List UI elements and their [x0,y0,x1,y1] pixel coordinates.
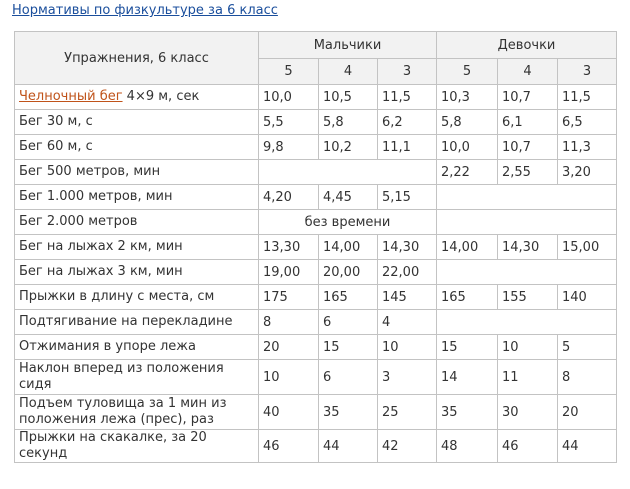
table-cell: 4,45 [319,185,378,210]
table-row [15,360,617,395]
table-cell: 20,00 [319,260,378,285]
table-row [15,335,617,360]
table-cell: 5,5 [259,110,319,135]
table-cell-empty [437,210,617,235]
exercise-label-text: 4×9 м, сек [122,89,200,104]
exercise-label: Подъем туловища за 1 мин из положения лежа (прес), раз [15,395,259,430]
table-row [15,110,617,135]
exercise-label [15,85,259,110]
table-cell-empty [437,310,617,335]
table-cell: 14,00 [319,235,378,260]
table-cell: 11,3 [558,135,617,160]
table-cell: 155 [498,285,558,310]
table-row [15,395,617,430]
table-cell: 10,3 [437,85,498,110]
table-cell: 4,20 [259,185,319,210]
page-title-link[interactable]: Нормативы по физкультуре за 6 класс [12,3,278,18]
table-cell: 5,15 [378,185,437,210]
norms-table [14,31,617,463]
table-cell: 11 [498,360,558,395]
table-cell: 140 [558,285,617,310]
table-cell: 3,20 [558,160,617,185]
table-cell: 2,22 [437,160,498,185]
header-row-groups [15,32,617,59]
table-row [15,210,617,235]
table-cell: 15 [437,335,498,360]
table-cell: 25 [378,395,437,430]
exercise-label: Подтягивание на перекладине [15,310,259,335]
table-row [15,235,617,260]
table-cell: 14,30 [378,235,437,260]
table-cell: 4 [378,310,437,335]
exercise-label: Бег 2.000 метров [15,210,259,235]
table-cell: 46 [498,430,558,463]
table-cell: 40 [259,395,319,430]
table-cell: 14 [437,360,498,395]
table-cell: 5 [558,335,617,360]
table-cell: 48 [437,430,498,463]
grade-header: 3 [558,59,617,85]
table-cell: 3 [378,360,437,395]
table-cell: 11,1 [378,135,437,160]
table-cell: 44 [558,430,617,463]
table-cell: 35 [319,395,378,430]
table-cell: 6,1 [498,110,558,135]
table-cell: 10 [259,360,319,395]
table-cell: 165 [437,285,498,310]
exercise-label: Бег 500 метров, мин [15,160,259,185]
table-cell: 10 [498,335,558,360]
table-cell: 8 [259,310,319,335]
table-cell: 20 [259,335,319,360]
table-cell: 10,0 [259,85,319,110]
exercise-label: Прыжки на скакалке, за 20 секунд [15,430,259,463]
table-cell: 165 [319,285,378,310]
table-cell: 6 [319,360,378,395]
table-cell: 14,30 [498,235,558,260]
exercise-label: Бег на лыжах 2 км, мин [15,235,259,260]
exercise-label: Наклон вперед из положения сидя [15,360,259,395]
exercise-label: Отжимания в упоре лежа [15,335,259,360]
table-cell-empty [437,185,617,210]
table-cell: 10,0 [437,135,498,160]
table-cell: 44 [319,430,378,463]
table-cell: 6,2 [378,110,437,135]
exercise-label: Бег на лыжах 3 км, мин [15,260,259,285]
table-cell-empty [259,160,437,185]
table-row [15,310,617,335]
table-row [15,160,617,185]
table-cell: 19,00 [259,260,319,285]
table-cell: 15 [319,335,378,360]
table-cell: 145 [378,285,437,310]
table-cell: 2,55 [498,160,558,185]
table-cell: 13,30 [259,235,319,260]
table-cell: 10,7 [498,85,558,110]
table-cell: 6,5 [558,110,617,135]
table-row [15,185,617,210]
table-cell: 22,00 [378,260,437,285]
table-cell: 175 [259,285,319,310]
table-cell: 10,5 [319,85,378,110]
table-cell-empty [437,260,617,285]
table-cell: 6 [319,310,378,335]
table-cell: 10,2 [319,135,378,160]
header-exercise: Упражнения, 6 класс [15,32,259,85]
table-cell: 11,5 [378,85,437,110]
table-cell: 5,8 [437,110,498,135]
table-cell: 11,5 [558,85,617,110]
exercise-label: Бег 60 м, с [15,135,259,160]
table-cell: 20 [558,395,617,430]
grade-header: 5 [259,59,319,85]
table-cell: 14,00 [437,235,498,260]
table-row [15,430,617,463]
header-boys: Мальчики [259,32,437,59]
table-cell: 10,7 [498,135,558,160]
no-time-cell: без времени [259,210,437,235]
table-cell: 8 [558,360,617,395]
exercise-label: Прыжки в длину с места, см [15,285,259,310]
table-cell: 35 [437,395,498,430]
table-cell: 42 [378,430,437,463]
shuttle-run-link[interactable]: Челночный бег [19,89,123,104]
table-cell: 9,8 [259,135,319,160]
table-cell: 5,8 [319,110,378,135]
grade-header: 5 [437,59,498,85]
table-cell: 15,00 [558,235,617,260]
table-row [15,285,617,310]
exercise-label: Бег 30 м, с [15,110,259,135]
grade-header: 3 [378,59,437,85]
table-row [15,85,617,110]
table-cell: 10 [378,335,437,360]
grade-header: 4 [319,59,378,85]
table-cell: 46 [259,430,319,463]
header-girls: Девочки [437,32,617,59]
grade-header: 4 [498,59,558,85]
table-cell: 30 [498,395,558,430]
table-row [15,260,617,285]
exercise-label: Бег 1.000 метров, мин [15,185,259,210]
table-row [15,135,617,160]
